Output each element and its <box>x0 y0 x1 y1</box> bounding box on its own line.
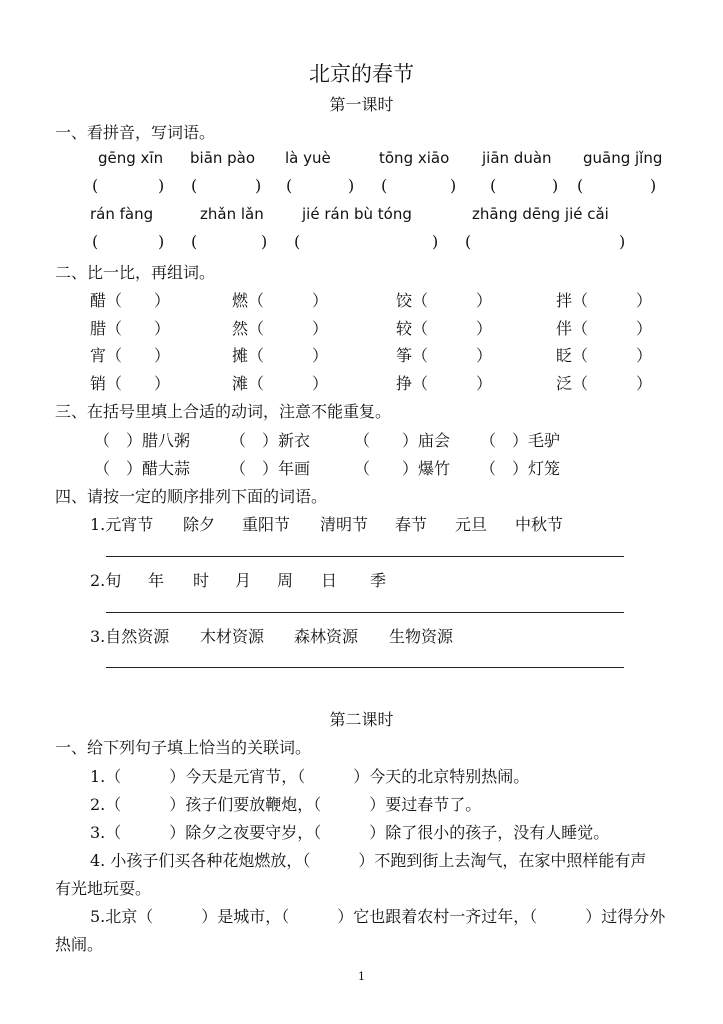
answer-paren-open: ( <box>191 176 198 195</box>
answer-paren-close: ) <box>619 232 626 251</box>
pinyin-item: rán fàng <box>90 205 154 223</box>
answer-paren-close: ) <box>348 176 355 195</box>
verb-fill-item: （ ）庙会 <box>354 431 451 450</box>
word-item: 周 <box>277 571 294 590</box>
word-item: 季 <box>370 571 387 590</box>
answer-paren-open: ( <box>490 176 497 195</box>
char-compare-item: 拌（ ） <box>556 291 653 310</box>
verb-fill-item: （ ）灯笼 <box>480 459 561 478</box>
char-compare-item: 滩（ ） <box>232 374 329 393</box>
answer-paren-close: ) <box>158 176 165 195</box>
pinyin-item: zhāng dēng jié cǎi <box>472 205 609 223</box>
lesson2-label: 第二课时 <box>329 710 394 729</box>
pinyin-item: jiān duàn <box>482 149 552 167</box>
char-compare-item: 较（ ） <box>396 319 493 338</box>
char-compare-item: 饺（ ） <box>396 291 493 310</box>
word-item: 春节 <box>395 515 428 534</box>
verb-fill-item: （ ）醋大蒜 <box>94 459 191 478</box>
word-item: 年 <box>148 571 165 590</box>
answer-paren-open: ( <box>381 176 388 195</box>
char-compare-item: 燃（ ） <box>232 291 329 310</box>
word-item: 重阳节 <box>242 515 291 534</box>
verb-fill-item: （ ）年画 <box>230 459 311 478</box>
char-compare-item: 腊（ ） <box>90 319 171 338</box>
answer-paren-open: ( <box>286 176 293 195</box>
word-item: 除夕 <box>183 515 216 534</box>
answer-paren-close: ) <box>255 176 262 195</box>
l2-q1-heading: 一、给下列句子填上恰当的关联词。 <box>55 738 312 757</box>
char-compare-item: 醋（ ） <box>90 291 171 310</box>
q2-heading: 二、比一比，再组词。 <box>55 263 216 282</box>
pinyin-item: gēng xīn <box>98 149 164 167</box>
pinyin-item: jié rán bù tóng <box>302 205 412 223</box>
answer-paren-close: ) <box>650 176 657 195</box>
char-compare-item: 筝（ ） <box>396 346 493 365</box>
q4-heading: 四、请按一定的顺序排列下面的词语。 <box>55 487 328 506</box>
char-compare-item: 眨（ ） <box>556 346 653 365</box>
char-compare-item: 然（ ） <box>232 319 329 338</box>
page-number: 1 <box>358 970 365 983</box>
answer-paren-close: ) <box>450 176 457 195</box>
sentence-item: 3.（ ）除夕之夜要守岁，（ ）除了很小的孩子，没有人睡觉。 <box>90 823 610 842</box>
answer-paren-open: ( <box>92 176 99 195</box>
sentence-item: 热闹。 <box>55 935 104 954</box>
answer-line <box>106 612 624 613</box>
word-item: 木材资源 <box>200 627 265 646</box>
answer-paren-close: ) <box>552 176 559 195</box>
word-item: 日 <box>321 571 338 590</box>
answer-paren-close: ) <box>261 232 268 251</box>
answer-paren-open: ( <box>92 232 99 251</box>
answer-paren-open: ( <box>191 232 198 251</box>
char-compare-item: 摊（ ） <box>232 346 329 365</box>
word-item: 元旦 <box>455 515 488 534</box>
word-item: 2.旬 <box>90 571 122 590</box>
verb-fill-item: （ ）毛驴 <box>480 431 561 450</box>
answer-paren-close: ) <box>158 232 165 251</box>
sentence-item: 4. 小孩子们买各种花炮燃放，（ ）不跑到街上去淘气，在家中照样能有声 <box>90 851 647 870</box>
char-compare-item: 销（ ） <box>90 374 171 393</box>
char-compare-item: 泛（ ） <box>556 374 653 393</box>
char-compare-item: 宵（ ） <box>90 346 171 365</box>
pinyin-item: guāng jǐng <box>583 149 663 167</box>
pinyin-item: zhǎn lǎn <box>200 205 264 223</box>
word-item: 森林资源 <box>294 627 359 646</box>
word-item: 生物资源 <box>389 627 454 646</box>
word-item: 中秋节 <box>515 515 564 534</box>
answer-paren-open: ( <box>294 232 301 251</box>
answer-paren-open: ( <box>577 176 584 195</box>
sentence-item: 有光地玩耍。 <box>55 879 152 898</box>
answer-line <box>106 667 624 668</box>
pinyin-item: là yuè <box>285 149 331 167</box>
word-item: 1.元宵节 <box>90 515 154 534</box>
q3-heading: 三、在括号里填上合适的动词，注意不能重复。 <box>55 402 392 421</box>
page-title: 北京的春节 <box>309 62 414 86</box>
verb-fill-item: （ ）爆竹 <box>354 459 451 478</box>
sentence-item: 1.（ ）今天是元宵节，（ ）今天的北京特别热闹。 <box>90 767 530 786</box>
word-item: 时 <box>193 571 210 590</box>
verb-fill-item: （ ）腊八粥 <box>94 431 191 450</box>
pinyin-item: tōng xiāo <box>379 149 450 167</box>
answer-line <box>106 556 624 557</box>
pinyin-item: biān pào <box>190 149 256 167</box>
lesson1-label: 第一课时 <box>329 95 394 114</box>
answer-paren-close: ) <box>432 232 439 251</box>
char-compare-item: 挣（ ） <box>396 374 493 393</box>
sentence-item: 5.北京（ ）是城市，（ ）它也跟着农村一齐过年，（ ）过得分外 <box>90 907 666 926</box>
char-compare-item: 伴（ ） <box>556 319 653 338</box>
verb-fill-item: （ ）新衣 <box>230 431 311 450</box>
answer-paren-open: ( <box>465 232 472 251</box>
word-item: 3.自然资源 <box>90 627 170 646</box>
sentence-item: 2.（ ）孩子们要放鞭炮，（ ）要过春节了。 <box>90 795 482 814</box>
word-item: 月 <box>235 571 252 590</box>
q1-heading: 一、看拼音，写词语。 <box>55 123 216 142</box>
word-item: 清明节 <box>320 515 369 534</box>
